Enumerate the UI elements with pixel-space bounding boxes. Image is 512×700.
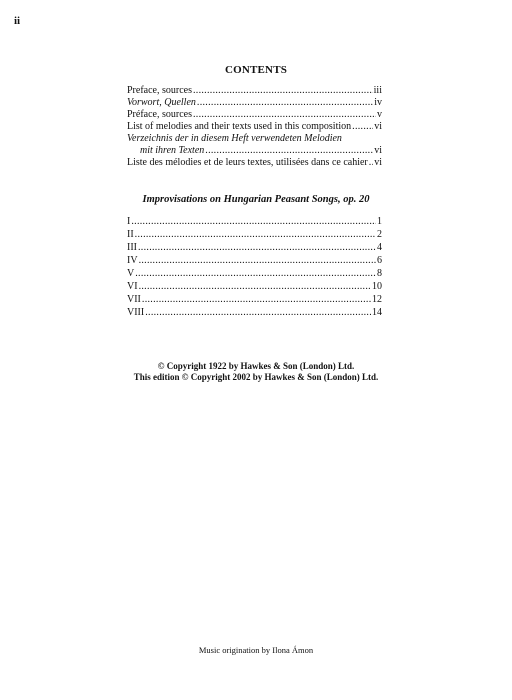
dot-leader <box>369 157 373 169</box>
toc-entry-page: vi <box>374 145 382 156</box>
toc-entry-melodies-de-line1[interactable]: Verzeichnis der in diesem Heft verwendeten Melodien <box>127 133 342 144</box>
toc-entry-preface-en[interactable] <box>127 85 382 97</box>
toc-entry-page: 12 <box>372 294 382 305</box>
dot-leader <box>205 145 373 157</box>
toc-entry-page: 14 <box>372 307 382 318</box>
toc-entry-piece-5[interactable] <box>127 267 382 280</box>
toc-entry-melodies-fr[interactable] <box>127 157 382 169</box>
dot-leader <box>142 293 371 306</box>
toc-entry-page: 4 <box>377 242 382 253</box>
toc-entry-piece-4[interactable] <box>127 254 382 267</box>
toc-entry-page: iii <box>373 85 382 96</box>
toc-entry-piece-7[interactable] <box>127 293 382 306</box>
dot-leader <box>131 215 376 228</box>
toc-entry-label: IV <box>127 255 138 266</box>
toc-entry-page: 1 <box>377 216 382 227</box>
toc-entry-label: mit ihren Texten <box>140 145 205 156</box>
toc-entry-page: iv <box>374 97 382 108</box>
dot-leader <box>193 85 373 97</box>
toc-entry-piece-2[interactable] <box>127 228 382 241</box>
toc-entry-page: 6 <box>377 255 382 266</box>
page-number: ii <box>14 15 21 27</box>
toc-entry-label: VIII <box>127 307 145 318</box>
toc-entry-page: vi <box>374 157 382 168</box>
dot-leader <box>145 306 371 319</box>
toc-entry-melodies-en[interactable] <box>127 121 382 133</box>
toc-entry-melodies-de[interactable] <box>127 145 382 157</box>
dot-leader <box>135 267 376 280</box>
dot-leader <box>135 228 376 241</box>
dot-leader <box>193 109 376 121</box>
dot-leader <box>352 121 373 133</box>
section-title: Improvisations on Hungarian Peasant Songs, op. 20 <box>142 194 370 205</box>
toc-entry-piece-6[interactable] <box>127 280 382 293</box>
toc-entry-piece-3[interactable] <box>127 241 382 254</box>
toc-entry-label: II <box>127 229 134 240</box>
toc-entry-label: V <box>127 268 135 279</box>
copyright-notice <box>0 361 512 383</box>
toc-entry-page: v <box>377 109 382 120</box>
toc-entry-label: I <box>127 216 131 227</box>
copyright-line-1: © Copyright 1922 by Hawkes & Son (London) Ltd. <box>157 361 355 371</box>
toc-entry-page: 2 <box>377 229 382 240</box>
dot-leader <box>139 254 376 267</box>
music-origination-credit: Music origination by Ilona Ámon <box>198 645 314 655</box>
toc-entry-label: III <box>127 242 137 253</box>
toc-entry-label: Vorwort, Quellen <box>127 97 196 108</box>
toc-entry-piece-8[interactable] <box>127 306 382 319</box>
toc-entry-vorwort[interactable] <box>127 97 382 109</box>
toc-entry-page: 8 <box>377 268 382 279</box>
toc-entry-label: VI <box>127 281 138 292</box>
toc-entry-label: Préface, sources <box>127 109 192 120</box>
dot-leader <box>197 97 373 109</box>
toc-entry-label: Preface, sources <box>127 85 192 96</box>
dot-leader <box>138 241 376 254</box>
front-matter-toc <box>127 85 382 169</box>
toc-entry-piece-1[interactable] <box>127 215 382 228</box>
copyright-line-2: This edition © Copyright 2002 by Hawkes & Son (London) Ltd. <box>133 372 379 382</box>
toc-entry-page: 10 <box>372 281 382 292</box>
dot-leader <box>139 280 371 293</box>
toc-entry-label: Liste des mélodies et de leurs textes, utilisées dans ce cahier <box>127 157 368 168</box>
contents-title: CONTENTS <box>224 64 288 76</box>
toc-entry-label: VII <box>127 294 141 305</box>
toc-entry-preface-fr[interactable] <box>127 109 382 121</box>
toc-entry-page: vi <box>374 121 382 132</box>
pieces-toc <box>127 215 382 319</box>
toc-entry-label: List of melodies and their texts used in this composition <box>127 121 352 132</box>
